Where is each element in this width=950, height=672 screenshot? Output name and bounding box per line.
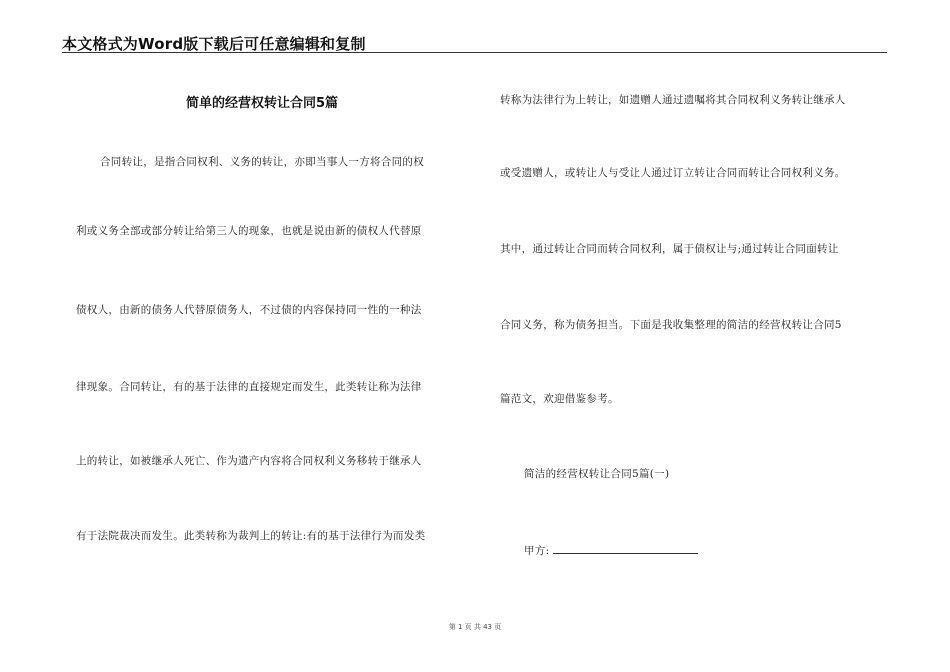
body-line: 篇范文，欢迎借鉴参考。 (500, 393, 619, 405)
body-line: 其中，通过转让合同而转合同权利，属于债权让与;通过转让合同面转让 (500, 243, 839, 255)
body-line: 转称为法律行为上转让，如遗赠人通过遗嘱将其合同权利义务转让继承人 (500, 94, 846, 106)
body-line: 合同转让，是指合同权利、义务的转让，亦即当事人一方将合同的权 (100, 156, 424, 168)
party-a-label: 甲方: (524, 545, 550, 557)
party-a-blank-line (553, 543, 698, 554)
body-line: 上的转让，如被继承人死亡、作为遗产内容将合同权利义务移转于继承人 (76, 455, 422, 467)
body-line: 合同义务，称为债务担当。下面是我收集整理的简洁的经营权转让合同5 (500, 319, 842, 331)
party-a-field (524, 543, 698, 558)
document-title: 简单的经营权转让合同5篇 (185, 96, 339, 111)
body-line: 利或义务全部或部分转让给第三人的现象，也就是说由新的债权人代替原 (76, 225, 422, 237)
page-footer: 第 1 页 共 43 页 (448, 623, 502, 631)
body-line: 或受遗赠人，或转让人与受让人通过订立转让合同而转让合同权利义务。 (500, 167, 846, 179)
header-divider (62, 52, 887, 53)
document-header-title: 本文格式为Word版下载后可任意编辑和复制 (62, 35, 366, 53)
section-heading: 简洁的经营权转让合同5篇(一) (524, 468, 670, 480)
body-line: 律现象。合同转让，有的基于法律的直接规定而发生，此类转让称为法律 (76, 381, 422, 393)
body-line: 债权人，由新的债务人代替原债务人，不过债的内容保持同一性的一种法 (76, 304, 422, 316)
body-line: 有于法院裁决而发生。此类转称为裁判上的转让:有的基于法律行为而发类 (76, 530, 426, 542)
